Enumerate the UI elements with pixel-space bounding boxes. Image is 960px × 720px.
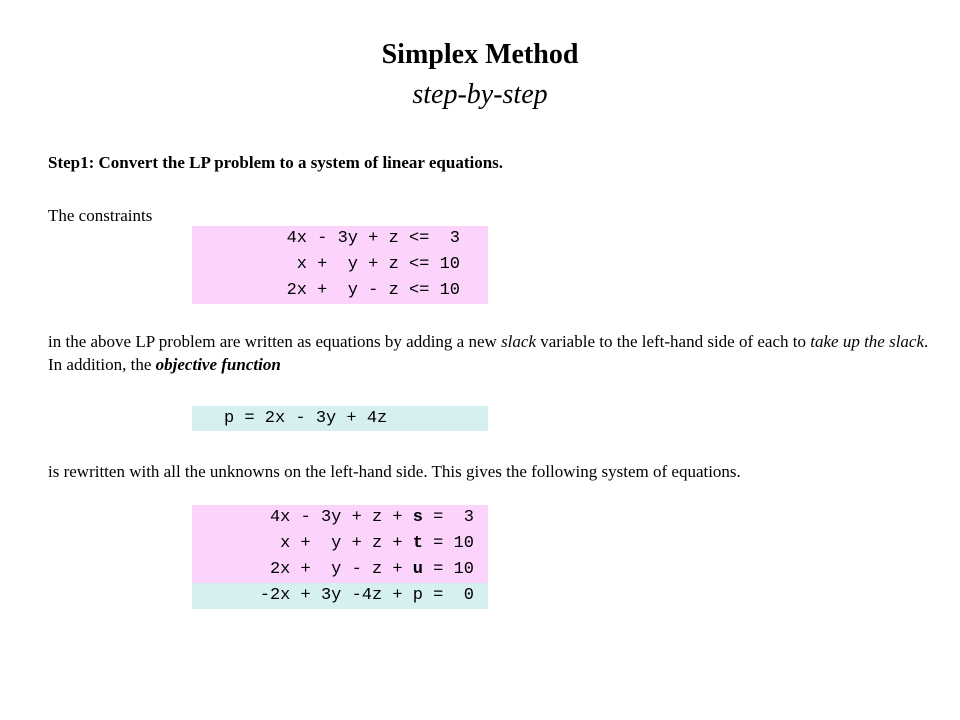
rewritten-paragraph: is rewritten with all the unknowns on the left-hand side. This gives the following system of equations.	[48, 462, 741, 481]
system-line-pre: 4x - 3y + z +	[269, 508, 413, 527]
system-line-post: = 10	[422, 534, 474, 553]
page-title: Simplex Method	[381, 39, 579, 70]
objective-block	[192, 406, 488, 431]
slack-text-part1: in the above LP problem are written as equations by adding a new	[48, 332, 502, 351]
objective-line: p = 2x - 3y + 4z	[192, 406, 488, 431]
objective-equation-line	[192, 583, 488, 609]
system-line-pre: -2x + 3y -4z + p = 0	[259, 586, 474, 605]
objective-function-term: objective function	[155, 355, 281, 374]
constraint-line: 4x - 3y + z <= 3	[192, 226, 488, 252]
slack-text-part3: . In addition, the	[48, 332, 929, 374]
system-line	[192, 557, 488, 583]
system-line-pre: x + y + z +	[280, 534, 413, 553]
slack-paragraph	[48, 330, 938, 376]
system-line-post: = 3	[422, 508, 474, 527]
step1-heading: Step1: Convert the LP problem to a system of linear equations.	[48, 153, 504, 172]
system-block	[192, 505, 488, 609]
system-line-post: = 10	[422, 560, 474, 579]
page-subtitle: step-by-step	[412, 79, 548, 110]
constraints-block	[192, 226, 488, 304]
system-line	[192, 531, 488, 557]
slack-text-part2: variable to the left-hand side of each to	[536, 332, 811, 351]
system-line-pre: 2x + y - z +	[269, 560, 413, 579]
slack-variable-t: t	[412, 534, 423, 553]
constraints-intro: The constraints	[48, 206, 153, 225]
constraint-line: x + y + z <= 10	[192, 252, 488, 278]
slack-variable-s: s	[412, 508, 423, 527]
slack-word: slack	[501, 332, 536, 351]
system-line	[192, 505, 488, 531]
slack-variable-u: u	[412, 560, 423, 579]
constraint-line: 2x + y - z <= 10	[192, 278, 488, 304]
take-up-the-slack: take up the slack	[810, 332, 925, 351]
